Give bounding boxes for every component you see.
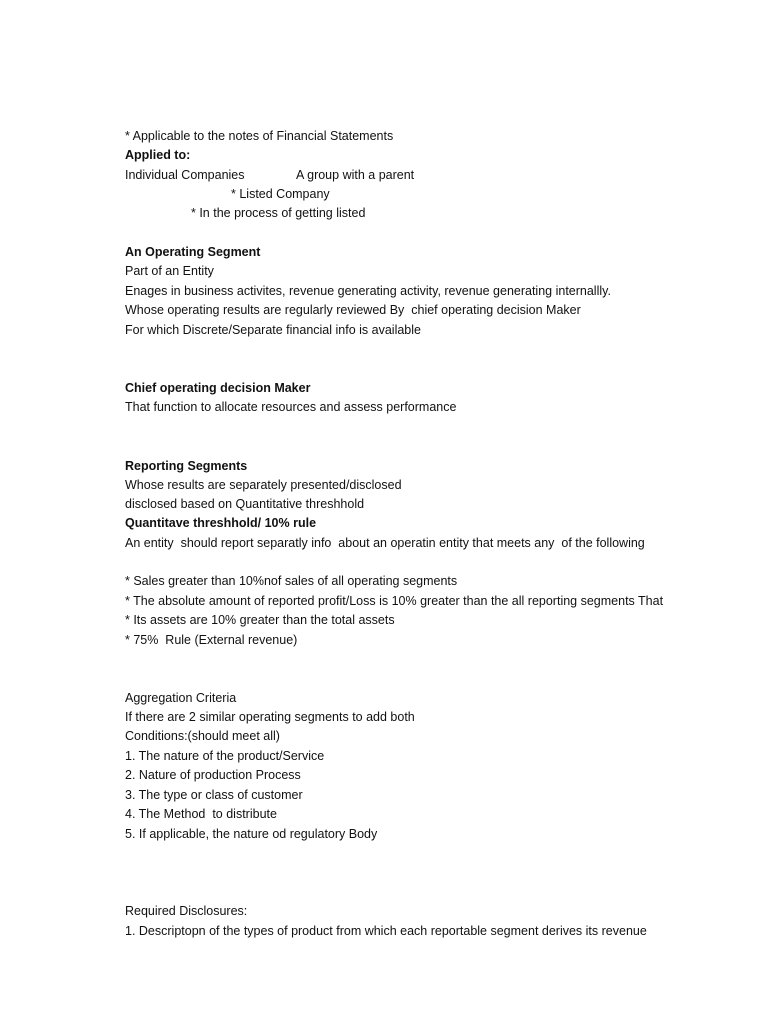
applicable-note: * Applicable to the notes of Financial Statements — [125, 129, 394, 143]
aggregation-line: Conditions:(should meet all) — [125, 729, 280, 743]
disclosure-item: 1. Descriptopn of the types of product from which each reportable segment derives its revenue — [125, 924, 647, 938]
individual-companies: Individual Companies — [125, 168, 245, 182]
reporting-segments-heading: Reporting Segments — [125, 459, 248, 473]
getting-listed: * In the process of getting listed — [191, 206, 366, 220]
codm-heading: Chief operating decision Maker — [125, 381, 311, 395]
threshold-bullet: * The absolute amount of reported profit/Loss is 10% greater than the all reporting segments That — [125, 594, 664, 608]
operating-segment-line: Whose operating results are regularly reviewed By chief operating decision Maker — [125, 303, 581, 317]
group-with-parent: A group with a parent — [296, 168, 415, 182]
operating-segment-line: Part of an Entity — [125, 264, 214, 278]
operating-segment-line: Enages in business activites, revenue generating activity, revenue generating internallly. — [125, 284, 611, 298]
threshold-bullet: * 75% Rule (External revenue) — [125, 633, 298, 647]
listed-company: * Listed Company — [231, 187, 330, 201]
reporting-line: disclosed based on Quantitative threshhold — [125, 497, 365, 511]
codm-text: That function to allocate resources and assess performance — [125, 400, 457, 414]
operating-segment-heading: An Operating Segment — [125, 245, 261, 259]
applied-to-heading: Applied to: — [125, 148, 191, 162]
threshold-text: An entity should report separatly info about an operatin entity that meets any of the following — [125, 536, 645, 550]
aggregation-line: If there are 2 similar operating segments to add both — [125, 710, 415, 724]
aggregation-heading: Aggregation Criteria — [125, 691, 237, 705]
aggregation-item: 5. If applicable, the nature od regulatory Body — [125, 827, 378, 841]
threshold-bullet: * Its assets are 10% greater than the total assets — [125, 613, 395, 627]
aggregation-item: 2. Nature of production Process — [125, 768, 301, 782]
threshold-bullet: * Sales greater than 10%nof sales of all operating segments — [125, 574, 458, 588]
aggregation-item: 4. The Method to distribute — [125, 807, 277, 821]
threshold-heading: Quantitave threshhold/ 10% rule — [125, 516, 317, 530]
operating-segment-line: For which Discrete/Separate financial info is available — [125, 323, 421, 337]
reporting-line: Whose results are separately presented/disclosed — [125, 478, 402, 492]
aggregation-item: 1. The nature of the product/Service — [125, 749, 325, 763]
disclosures-heading: Required Disclosures: — [125, 904, 248, 918]
aggregation-item: 3. The type or class of customer — [125, 788, 303, 802]
